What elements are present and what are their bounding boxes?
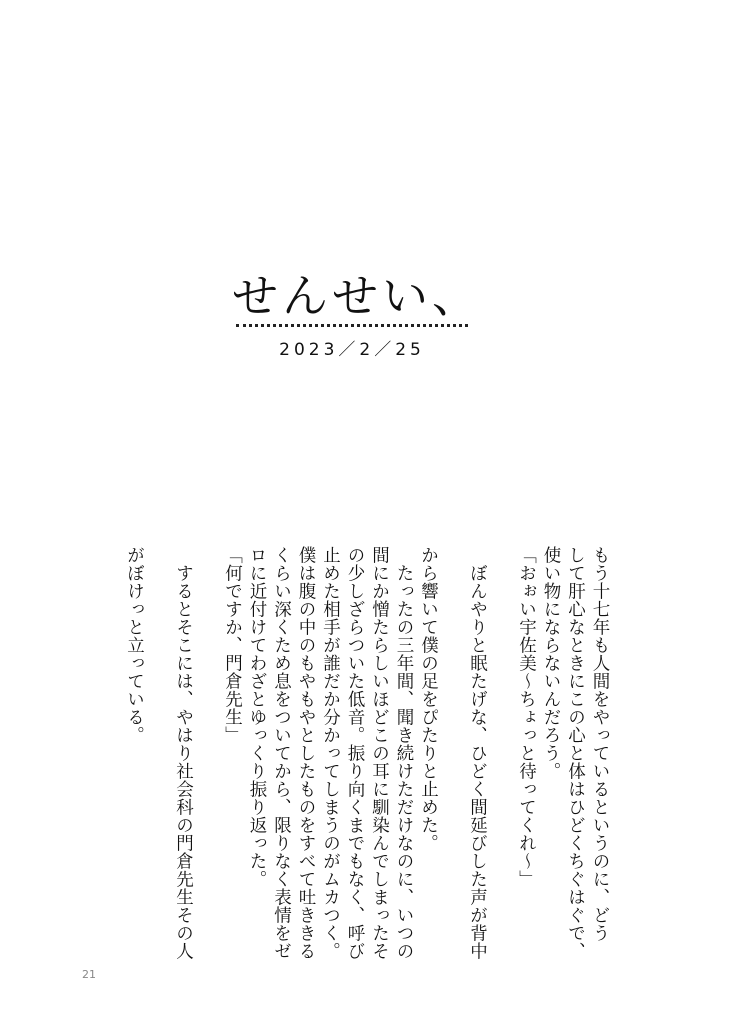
text-line: ロに近付けてわざとゆっくり振り返った。: [247, 546, 267, 888]
text-line: 止めた相手が誰だか分かってしまうのがムカつく。: [320, 546, 341, 960]
chapter-title: せんせい、: [232, 269, 482, 323]
text-line: たったの三年間、聞き続けただけなのに、いつの: [394, 546, 414, 960]
text-line: もう十七年も人間をやっているというのに、どう: [590, 546, 610, 942]
text-line: するとそこには、やはり社会科の門倉先生その人: [173, 546, 194, 960]
dotted-title-rule: [236, 324, 468, 327]
text-line: がぼけっと立っている。: [124, 546, 145, 744]
text-line: 間にか憎たらしいほどこの耳に馴染んでしまったそ: [369, 546, 390, 960]
text-line: から響いて僕の足をぴたりと止めた。: [418, 546, 439, 852]
text-line: の少しざらついた低音。振り向くまでもなく、呼び: [345, 546, 365, 960]
vertical-body-text: [122, 546, 612, 958]
page-number: 21: [82, 968, 96, 981]
dialogue-line: 「何ですか、門倉先生」: [222, 546, 243, 744]
chapter-date: 2023／2／25: [279, 340, 425, 360]
text-line: 使い物にならないんだろう。: [541, 546, 561, 780]
text-line: くらい深くため息をついてから、限りなく表情をゼ: [271, 546, 292, 960]
text-line: ぼんやりと眠たげな、ひどく間延びした声が背中: [467, 546, 488, 960]
text-line: して肝心なときにこの心と体はひどくちぐはぐで、: [565, 546, 586, 960]
chapter-heading: [232, 268, 482, 360]
text-line: 僕は腹の中のもやもやとしたものをすべて吐ききる: [296, 546, 316, 960]
dialogue-line: 「おぉい宇佐美〜ちょっと待ってくれ〜」: [516, 546, 537, 888]
